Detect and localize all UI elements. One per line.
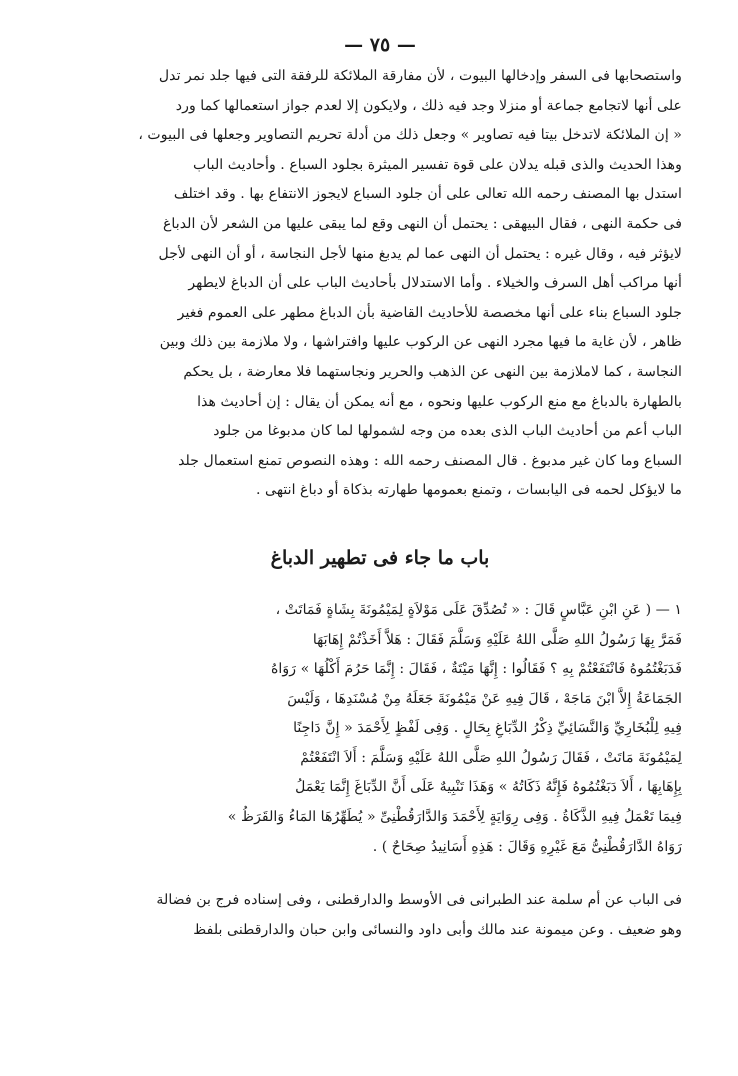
notes-block (78, 886, 682, 945)
notes-line: وهو ضعيف . وعن ميمونة عند مالك وأبى داود والنسائى وابن حبان والدارقطنى بلفظ (193, 921, 682, 938)
hadith-line: ١ — ( عَنِ ابْنِ عَبَّاسٍ قَالَ : « تُصُدِّقَ عَلَى مَوْلاَةٍ لِمَيْمُونَةَ بِشَاةٍ فَمَاتَتْ ، (275, 601, 682, 618)
commentary-line: ما لايؤكل لحمه فى اليابسات ، وتمنع بعمومها طهارته بذكاة أو دباغ انتهى . (255, 482, 682, 499)
commentary-line: بالطهارة بالدباغ مع منع الركوب عليها ونحوه ، مع أنه يمكن أن يقال : إن أحاديث هذا (197, 393, 682, 410)
commentary-line: جلود السباع بناء على أنها مخصصة للأحاديث القاضية بأن الدباغ مطهر على العموم فغير (177, 304, 682, 321)
commentary-line: الباب أعم من أحاديث الباب الذى بعده من وجه لشمولها لما كان مدبوغا من جلود (213, 423, 682, 440)
commentary-line: واستصحابها فى السفر وإدخالها البيوت ، لأن مفارقة الملائكة للرفقة التى فيها جلد نمر تدل (158, 68, 682, 84)
hadith-line: فِيمَا تَعْمَلُ فِيهِ الذَّكَاةُ . وَفِى رِوَايَةٍ لِأَحْمَدَ وَالدَّارَقُطْنِىِّ « يُطَهِّرُهَا المَاءُ وَالقَرَظُ » (227, 809, 682, 826)
page-number: — ٧٥ — (344, 34, 416, 56)
notes-line: فى الباب عن أم سلمة عند الطبرانى فى الأوسط والدارقطنى ، وفى إسناده فرج بن فضالة (156, 892, 682, 909)
hadith-line: بِإِهَابِهَا ، أَلاَ دَبَغْتُمُوهُ فَإِنَّهُ ذَكَاتُهُ » وَهَذَا تَنْبِيهٌ عَلَى أَنَّ الدِّبَاغَ إِنَّمَا يَعْمَلُ (295, 779, 682, 796)
commentary-line: وهذا الحديث والذى قبله يدلان على قوة تفسير الميثرة بجلود السباع . وأحاديث الباب (192, 156, 682, 173)
commentary-block (78, 62, 682, 506)
commentary-line: النجاسة ، كما لاملازمة بين النهى عن الذهب والحرير ونجاستهما فلا معارضة ، بل يحكم (183, 363, 682, 380)
hadith-block (78, 596, 682, 862)
commentary-line: ظاهر ، لأن غاية ما فيها مجرد النهى عن الركوب عليها وافتراشها ، ولا ملازمة بين ذلك وبين (159, 334, 682, 351)
commentary-line: السباع وما كان غير مدبوغ . قال المصنف رحمه الله : وهذه النصوص تمنع استعمال جلد (178, 452, 682, 469)
chapter-title: باب ما جاء فى تطهير الدباغ (270, 546, 490, 569)
hadith-line: فِيهِ لِلْبُخَارِيِّ وَالنَّسَائِيِّ ذِكْرُ الدِّبَاغِ بِحَالٍ . وَفِى لَفْظٍ لِأَحْمَدَ « إِنَّ دَاجِنًا (293, 720, 682, 737)
commentary-line: لايؤثر فيه ، وقال غيره : يحتمل أن النهى عما لم يدبغ منها لأجل النجاسة ، أو أن النهى لأجل (158, 245, 682, 262)
commentary-line: على أنها لاتجامع جماعة أو منزلا وجد فيه ذلك ، ولايكون إلا لعدم جواز استعمالها كما ورد (175, 97, 682, 114)
hadith-line: رَوَاهُ الدَّارَقُطْنِىُّ مَعَ غَيْرِهِ وَقَالَ : هَذِهِ أَسَانِيدُ صِحَاحٌ ) . (372, 838, 682, 855)
hadith-line: الجَمَاعَةُ إِلاَّ ابْنَ مَاجَهْ ، قَالَ فِيهِ عَنْ مَيْمُونَةَ جَعَلَهُ مِنْ مُسْنَدِهَا ، وَلَيْسَ (287, 690, 682, 707)
hadith-line: فَمَرَّ بِهَا رَسُولُ اللهِ صَلَّى اللهُ عَلَيْهِ وَسَلَّمَ فَقَالَ : هَلاَّ أَخَذْتُمْ إِهَابَهَا (312, 631, 682, 648)
hadith-line: فَدَبَغْتُمُوهُ فَانْتَفَعْتُمْ بِهِ ؟ فَقَالُوا : إِنَّهَا مَيْتَةٌ ، فَقَالَ : إِنَّمَا حَرُمَ أَكْلُهَا » رَوَاهُ (270, 661, 682, 678)
commentary-line: فى حكمة النهى ، فقال البيهقى : يحتمل أن النهى وقع لما يبقى عليها من الشعر لأن الدباغ (162, 215, 682, 232)
commentary-line: أنها مراكب أهل السرف والخيلاء . وأما الاستدلال بأحاديث الباب على أن الدباغ لايطهر (188, 275, 682, 292)
commentary-line: استدل بها المصنف رحمه الله تعالى على أن جلود السباع لايجوز الانتفاع بها . وقد اختلف (173, 186, 682, 203)
hadith-line: لِمَيْمُونَةَ مَاتَتْ ، فَقَالَ رَسُولُ اللهِ صَلَّى اللهُ عَلَيْهِ وَسَلَّمَ : أَلاَ انْتَفَعْتُمْ (300, 749, 682, 766)
commentary-line: « إن الملائكة لاتدخل بيتا فيه تصاوير » وجعل ذلك من أدلة تحريم التصاوير وجعلها فى البيوت ، (138, 127, 682, 144)
book-page (78, 28, 682, 945)
